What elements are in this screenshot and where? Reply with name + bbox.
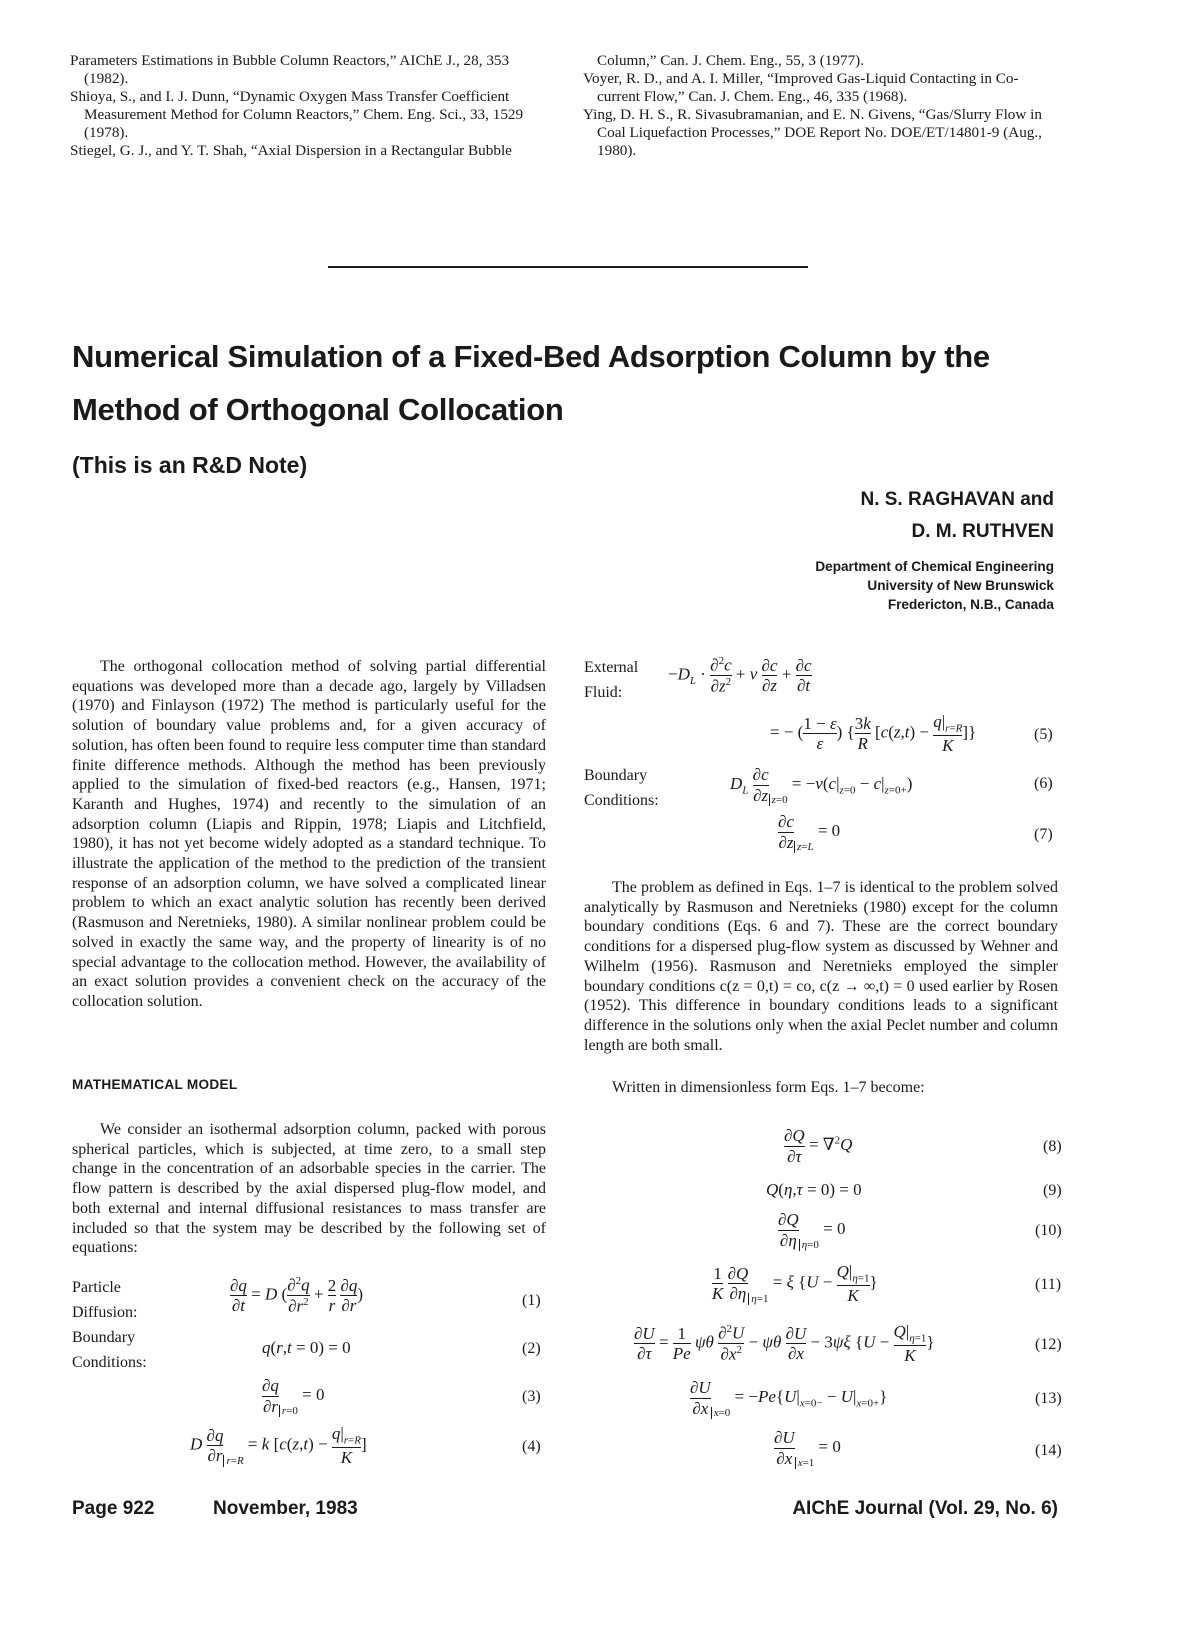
label-boundary-conditions-right: Boundary Conditions: — [584, 767, 659, 809]
equation-11: $\frac{1}{K}$ $\frac{\partial Q}{\partial\eta}$ $_{\eta=1}$ = ξ {U − $\frac{Q|_{\eta=1}}{K}$ } — [712, 1262, 878, 1306]
footer-page-number: Page 922 — [72, 1498, 155, 1519]
reference-entry: Shioya, S., and I. J. Dunn, “Dynamic Oxygen Mass Transfer Coefficient Measurement Method for Column Reactors,” Chem. Eng. Sci., 33, 1529 (1978). — [70, 88, 524, 141]
equation-number-13: (13) — [1035, 1390, 1062, 1407]
affiliation — [815, 557, 1054, 614]
reference-entry: Voyer, R. D., and A. I. Miller, “Improved Gas-Liquid Contacting in Co-current Flow,” Can. J. Chem. Eng., 46, 335 (1968). — [583, 70, 1019, 105]
authors — [860, 484, 1054, 548]
equation-number-3: (3) — [522, 1388, 541, 1405]
author-1: N. S. RAGHAVAN and — [860, 489, 1054, 510]
intro-paragraph: The orthogonal collocation method of solving partial differential equations was developed more than a decade ago, largely by Villadsen (1970) and Finlayson (1972) The method is particularly useful for the solution of boundary value problems and, for a given accuracy of solution, has often been found to require less computer time than standard finite difference methods. Although the method has been previously applied to the simulation of fixed-bed reactors (e.g., Hansen, 1971; Karanth and Hughes, 1974) and recently to the simulation of an adsorption column (Liapis and Rippin, 1978; Liapis and Litchfield, 1980), it has not yet become widely adopted as a standard technique. To illustrate the application of the method to the prediction of the transient response of an adsorption column, we have solved a complicated linear problem to which an exact analytic solution has recently been derived (Rasmuson and Neretnieks, 1980). A similar nonlinear problem could be solved in exactly the same way, and the property of linearity is of no special advantage to the collocation method. However, the availability of an exact solution provides a convenient check on the accuracy of the collocation solution. — [72, 658, 546, 1010]
equation-number-5: (5) — [1034, 726, 1053, 743]
affiliation-location: Fredericton, N.B., Canada — [887, 597, 1054, 612]
equation-number-9: (9) — [1043, 1182, 1062, 1199]
equation-14: $\frac{\partial U}{\partial x}$ $_{x=1}$ = 0 — [774, 1428, 841, 1469]
equation-9: Q(η,τ = 0) = 0 — [766, 1180, 862, 1199]
equation-13: $\frac{\partial U}{\partial x}$ $_{x=0} = -Pe\{U|_{x=0-} - U|_{x=0+}\}$ — [690, 1378, 888, 1419]
affiliation-department: Department of Chemical Engineering — [815, 559, 1054, 574]
equation-2: q(r,t = 0) = 0 — [262, 1338, 351, 1357]
title-line-2: Method of Orthogonal Collocation — [72, 392, 564, 427]
affiliation-university: University of New Brunswick — [867, 578, 1054, 593]
equation-10: $\frac{\partial Q}{\partial\eta}$ $_{\eta=0}$ = 0 — [778, 1210, 846, 1251]
section-heading: MATHEMATICAL MODEL — [72, 1077, 238, 1092]
separator-rule — [328, 266, 808, 268]
reference-entry: Column,” Can. J. Chem. Eng., 55, 3 (1977). — [597, 52, 865, 69]
author-2: D. M. RUTHVEN — [911, 521, 1054, 542]
equation-number-6: (6) — [1034, 775, 1053, 792]
dimensionless-line: Written in dimensionless form Eqs. 1–7 become: — [612, 1079, 925, 1096]
title-line-1: Numerical Simulation of a Fixed-Bed Adsorption Column by the — [72, 339, 990, 374]
equation-number-2: (2) — [522, 1340, 541, 1357]
references-right — [583, 52, 1059, 160]
model-paragraph: We consider an isothermal adsorption column, packed with porous spherical particles, which is subjected, at time zero, to a small step change in the concentration of an adsorbable species in the carrier. The flow pattern is described by the axial dispersed plug-flow model, and both external and internal diffusional resistances to mass transfer are included so that the system may be described by the following set of equations: — [72, 1121, 546, 1257]
article-title — [72, 330, 1072, 436]
equation-8: $\frac{\partial Q}{\partial\tau}$ = ∇$^2$Q — [784, 1126, 853, 1166]
equation-number-7: (7) — [1034, 826, 1053, 843]
reference-entry: Parameters Estimations in Bubble Column Reactors,” AIChE J., 28, 353 (1982). — [70, 52, 510, 87]
equation-number-8: (8) — [1043, 1138, 1062, 1155]
equation-7: $\frac{\partial c}{\partial z}$ $_{z=L}$ = 0 — [778, 812, 841, 853]
equation-number-12: (12) — [1035, 1336, 1062, 1353]
equation-3: $\frac{\partial q}{\partial r}$ $_{r=0}$ = 0 — [262, 1376, 325, 1417]
equation-4: D $\frac{\partial q}{\partial r}$ $_{r=R}$ = k [c(z,t) − $\frac{q|_{r=R}}{K}$ ] — [190, 1424, 367, 1468]
equation-number-4: (4) — [522, 1438, 541, 1455]
references-left — [70, 52, 548, 160]
reference-entry: Stiegel, G. J., and Y. T. Shah, “Axial Dispersion in a Rectangular Bubble — [70, 142, 512, 159]
footer-journal: AIChE Journal (Vol. 29, No. 6) — [792, 1498, 1058, 1519]
equation-number-1: (1) — [522, 1292, 541, 1309]
equation-number-14: (14) — [1035, 1442, 1062, 1459]
equation-1: $\frac{\partial q}{\partial t}$ = D ( $\frac{\partial^2q}{\partial r^2}$ + $\frac{2}{r}$ $\frac{\partial q}{\partial r}$ ) — [230, 1275, 364, 1316]
equation-number-10: (10) — [1035, 1222, 1062, 1239]
article-subtitle: (This is an R&D Note) — [72, 452, 308, 478]
equation-12: $\frac{\partial U}{\partial\tau}$ = $\frac{1}{Pe}$ ψθ $\frac{\partial^2U}{\partial x^2}$ − ψθ $\frac{\partial U}{\partial x}$ − 3ψξ {U − $\frac{Q|_{\eta=1}}{K}$ } — [634, 1322, 935, 1366]
problem-paragraph: The problem as defined in Eqs. 1–7 is identical to the problem solved analytically by Rasmuson and Neretnieks (1980) except for the column boundary conditions (Eqs. 6 and 7). These are the correct boundary conditions for a dispersed plug-flow system as discussed by Wehner and Wilhelm (1956). Rasmuson and Neretnieks employed the simpler boundary conditions c(z = 0,t) = co, c(z → ∞,t) = 0 used earlier by Rosen (1952). This difference in boundary conditions leads to a significant difference in the solutions only when the axial Peclet number and column length are both small. — [584, 879, 1058, 1054]
label-particle-diffusion: Particle Diffusion: — [72, 1279, 138, 1321]
equation-5-rhs: = − ( $\frac{1 - \varepsilon}{\varepsilon}$ ) { $\frac{3k}{R}$ [c(z,t) − $\frac{q|_{r=R}}{K}$ ]} — [770, 712, 977, 756]
equation-number-11: (11) — [1035, 1276, 1062, 1293]
equation-5-lhs: $-D_L$ · $\frac{\partial^2c}{\partial z^2}$ + v $\frac{\partial c}{\partial z}$ + $\frac{\partial c}{\partial t}$ — [668, 655, 812, 696]
label-boundary-conditions-left: Boundary Conditions: — [72, 1329, 147, 1371]
label-external-fluid: External Fluid: — [584, 659, 639, 701]
equation-6: $D_L$ $\frac{\partial c}{\partial z}$ $_{z=0} = -v(c|_{z=0} - c|_{z=0+})$ — [730, 765, 913, 806]
reference-entry: Ying, D. H. S., R. Sivasubramanian, and E. N. Givens, “Gas/Slurry Flow in Coal Liquefaction Processes,” DOE Report No. DOE/ET/14801-9 (Aug., 1980). — [583, 106, 1042, 159]
footer-date: November, 1983 — [213, 1498, 358, 1519]
